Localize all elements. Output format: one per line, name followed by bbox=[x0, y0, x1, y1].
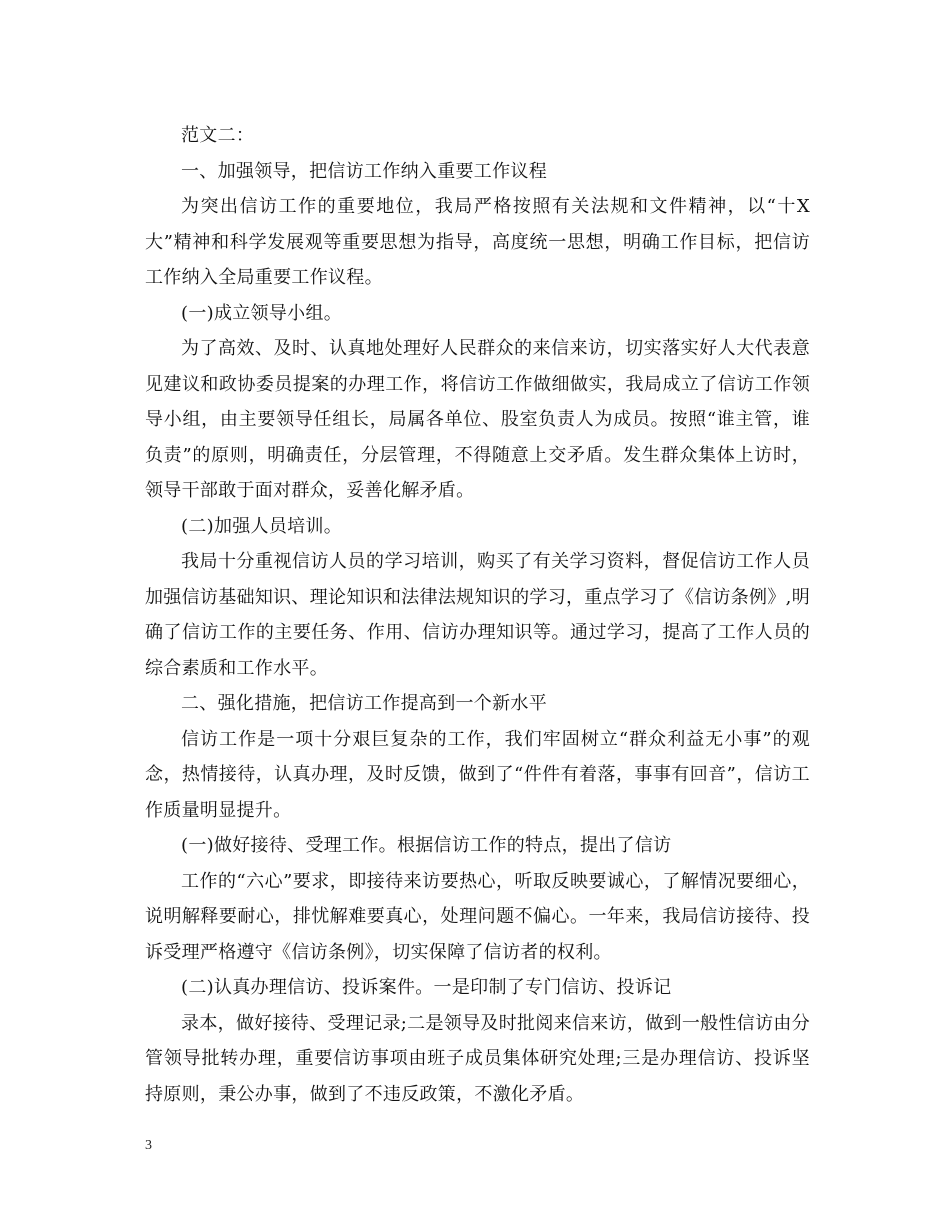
subheading-1-1: (一)成立领导小组。 bbox=[181, 302, 343, 324]
paragraph-intro: 为突出信访工作的重要地位，我局严格按照有关法规和文件精神，以“十X大”精神和科学发展观等重要思想为指导，高度统一思想，明确工作目标，把信访工作纳入全局重要工作议程。 bbox=[145, 196, 810, 288]
subheading-2-2: (二)认真办理信访、投诉案件。一是印制了专门信访、投诉记 bbox=[181, 977, 672, 998]
page-number: 3 bbox=[145, 1138, 152, 1153]
subheading-2-1: (一)做好接待、受理工作。根据信访工作的特点，提出了信访 bbox=[181, 835, 672, 856]
paragraph-case-handling: 录本，做好接待、受理记录;二是领导及时批阅来信来访，做到一般性信访由分管领导批转办理，重要信访事项由班子成员集体研究处理;三是办理信访、投诉坚持原则，秉公办事，做到了不违反政策，不激化矛盾。 bbox=[145, 1012, 810, 1105]
paragraph-six-hearts: 工作的“六心”要求，即接待来访要热心，听取反映要诚心，了解情况要细心，说明解释要耐心，排忧解难要真心，处理问题不偏心。一年来，我局信访接待、投诉受理严格遵守《信访条例》，切实保障了信访者的权利。 bbox=[145, 870, 810, 963]
paragraph-leading-group: 为了高效、及时、认真地处理好人民群众的来信来访，切实落实好人大代表意见建议和政协委员提案的办理工作，将信访工作做细做实，我局成立了信访工作领导小组，由主要领导任组长，局属各单位、股室负责人为成员。按照“谁主管，谁负责”的原则，明确责任，分层管理，不得随意上交矛盾。发生群众集体上访时，领导干部敢于面对群众，妥善化解矛盾。 bbox=[145, 338, 810, 501]
document-body bbox=[145, 118, 810, 1112]
sample-heading: 范文二： bbox=[181, 125, 255, 146]
paragraph-measures: 信访工作是一项十分艰巨复杂的工作，我们牢固树立“群众利益无小事”的观念，热情接待，认真办理，及时反馈，做到了“件件有着落，事事有回音”，信访工作质量明显提升。 bbox=[145, 728, 810, 821]
section-heading-1: 一、加强领导，把信访工作纳入重要工作议程 bbox=[181, 160, 547, 182]
subheading-1-2: (二)加强人员培训。 bbox=[181, 515, 343, 537]
section-heading-2: 二、强化措施，把信访工作提高到一个新水平 bbox=[181, 693, 547, 714]
paragraph-training: 我局十分重视信访人员的学习培训，购买了有关学习资料，督促信访工作人员加强信访基础知识、理论知识和法律法规知识的学习，重点学习了《信访条例》,明确了信访工作的主要任务、作用、信访办理知识等。通过学习，提高了工作人员的综合素质和工作水平。 bbox=[145, 551, 810, 679]
